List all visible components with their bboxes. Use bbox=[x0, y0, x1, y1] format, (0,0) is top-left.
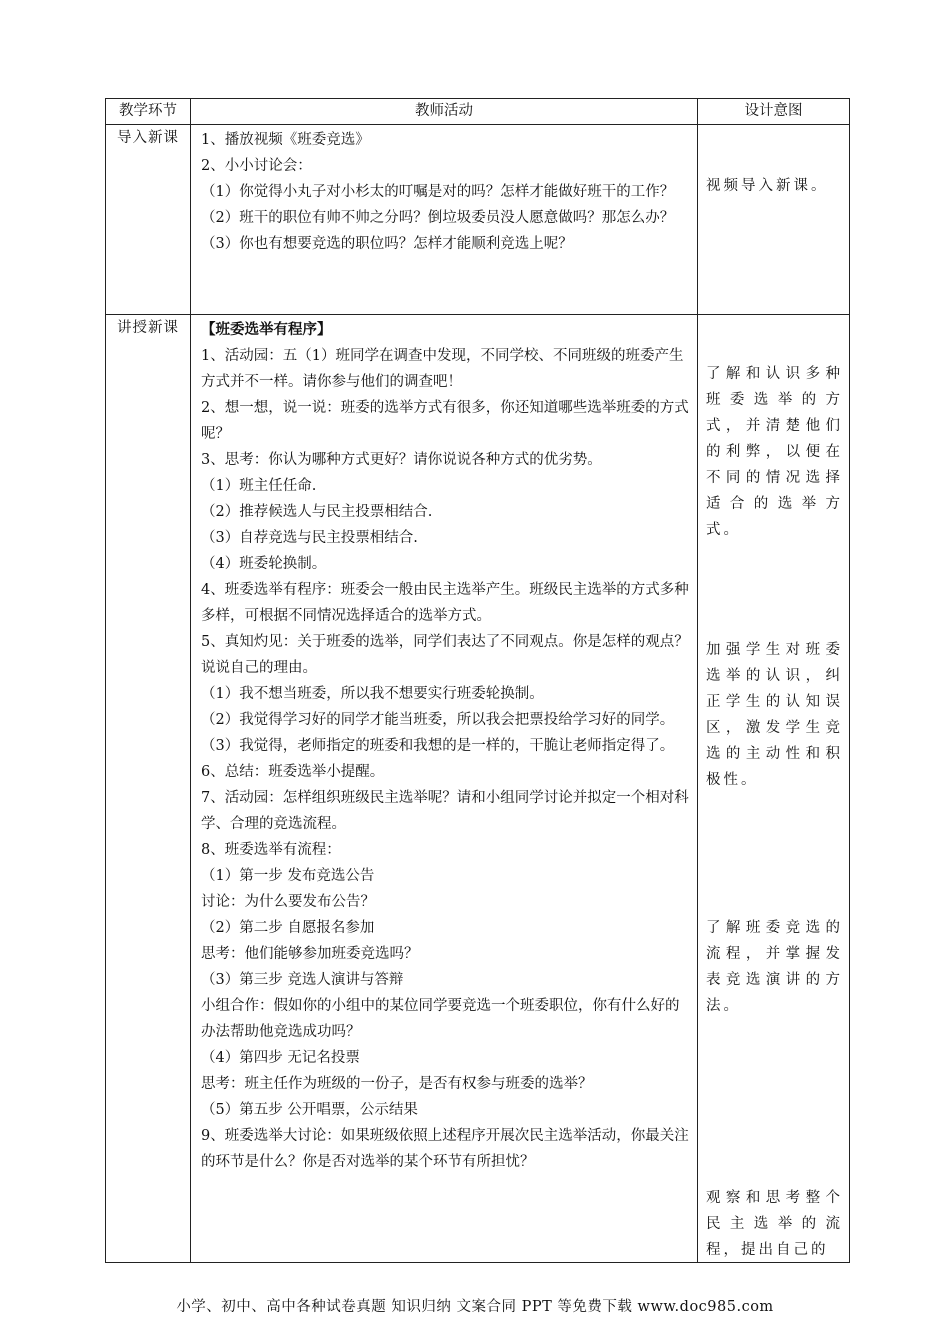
activity-line: （2）班干的职位有帅不帅之分吗？倒垃圾委员没人愿意做吗？那怎么办？ bbox=[201, 210, 675, 226]
activity-cell bbox=[191, 315, 698, 1263]
activity-line: 思考：班主任作为班级的一份子，是否有权参与班委的选举？ bbox=[201, 1076, 593, 1092]
activity-line: （3）自荐竞选与民主投票相结合. bbox=[201, 530, 418, 546]
activity-line: 讨论：为什么要发布公告？ bbox=[201, 894, 375, 910]
activity-line: （1）第一步 发布竞选公告 bbox=[201, 868, 375, 884]
activity-cell bbox=[191, 125, 698, 315]
activity-line: （3）你也有想要竞选的职位吗？怎样才能顺利竞选上呢？ bbox=[201, 236, 573, 252]
activity-line: （3）我觉得，老师指定的班委和我想的是一样的，干脆让老师指定得了。 bbox=[201, 738, 675, 754]
activity-line: （1）我不想当班委，所以我不想要实行班委轮换制。 bbox=[201, 686, 544, 702]
intent-text: 加强学生对班委选举的认识，纠正学生的认知误区，激发学生竞选的主动性和积极性。 bbox=[706, 642, 843, 788]
activity-line: 小组合作：假如你的小组中的某位同学要竞选一个班委职位，你有什么好的办法帮助他竞选成功吗？ bbox=[201, 998, 680, 1040]
activity-line: （5）第五步 公开唱票，公示结果 bbox=[201, 1102, 418, 1118]
activity-line: 8、班委选举有流程： bbox=[201, 842, 341, 858]
intent-text: 观察和思考整个民主选举的流程，提出自己的 bbox=[706, 1190, 843, 1258]
activity-line: 1、活动园：五（1）班同学在调查中发现，不同学校、不同班级的班委产生方式并不一样。请你参与他们的调查吧！ bbox=[201, 348, 684, 390]
activity-line: （2）推荐候选人与民主投票相结合. bbox=[201, 504, 433, 520]
activity-line: （1）班主任任命. bbox=[201, 478, 317, 494]
activity-line: （4）班委轮换制。 bbox=[201, 556, 327, 572]
table-row bbox=[106, 125, 850, 315]
stage-cell: 导入新课 bbox=[106, 125, 191, 315]
activity-line: （3）第三步 竞选人演讲与答辩 bbox=[201, 972, 404, 988]
intent-cell bbox=[698, 315, 850, 1263]
lesson-plan-table bbox=[105, 98, 850, 1263]
section-heading: 【班委选举有程序】 bbox=[201, 321, 332, 338]
activity-line: 5、真知灼见：关于班委的选举，同学们表达了不同观点。你是怎样的观点？说说自己的理由。 bbox=[201, 634, 689, 676]
activity-line: （4）第四步 无记名投票 bbox=[201, 1050, 360, 1066]
activity-line: 2、想一想，说一说：班委的选举方式有很多，你还知道哪些选举班委的方式呢？ bbox=[201, 400, 689, 442]
activity-line: 7、活动园：怎样组织班级民主选举呢？请和小组同学讨论并拟定一个相对科学、合理的竞选流程。 bbox=[201, 790, 689, 832]
activity-line: 3、思考：你认为哪种方式更好？请你说说各种方式的优劣势。 bbox=[201, 452, 602, 468]
intent-text: 了解班委竞选的流程，并掌握发表竞选演讲的方法。 bbox=[706, 920, 843, 1014]
activity-line: （2）第二步 自愿报名参加 bbox=[201, 920, 375, 936]
header-stage: 教学环节 bbox=[106, 99, 191, 125]
activity-line: 9、班委选举大讨论：如果班级依照上述程序开展次民主选举活动，你最关注的环节是什么？你是否对选举的某个环节有所担忧？ bbox=[201, 1128, 689, 1170]
stage-cell: 讲授新课 bbox=[106, 315, 191, 1263]
activity-line: 6、总结：班委选举小提醒。 bbox=[201, 764, 385, 780]
activity-line: 1、播放视频《班委竞选》 bbox=[201, 132, 370, 148]
intent-cell bbox=[698, 125, 850, 315]
intent-text: 视频导入新课。 bbox=[706, 178, 829, 194]
header-intent: 设计意图 bbox=[698, 99, 850, 125]
table-row bbox=[106, 315, 850, 1263]
activity-line: （1）你觉得小丸子对小杉太的叮嘱是对的吗？怎样才能做好班干的工作？ bbox=[201, 184, 675, 200]
activity-line: 思考：他们能够参加班委竞选吗？ bbox=[201, 946, 419, 962]
table-header-row bbox=[106, 99, 850, 125]
page-footer: 小学、初中、高中各种试卷真题 知识归纳 文案合同 PPT 等免费下载 www.doc985.com bbox=[176, 1299, 774, 1315]
activity-line: （2）我觉得学习好的同学才能当班委，所以我会把票投给学习好的同学。 bbox=[201, 712, 675, 728]
intent-text: 了解和认识多种班委选举的方式，并清楚他们的利弊，以便在不同的情况选择适合的选举方式。 bbox=[706, 366, 843, 538]
activity-line: 2、小小讨论会： bbox=[201, 158, 312, 174]
activity-line: 4、班委选举有程序：班委会一般由民主选举产生。班级民主选举的方式多种多样，可根据不同情况选择适合的选举方式。 bbox=[201, 582, 689, 624]
header-activity: 教师活动 bbox=[191, 99, 698, 125]
